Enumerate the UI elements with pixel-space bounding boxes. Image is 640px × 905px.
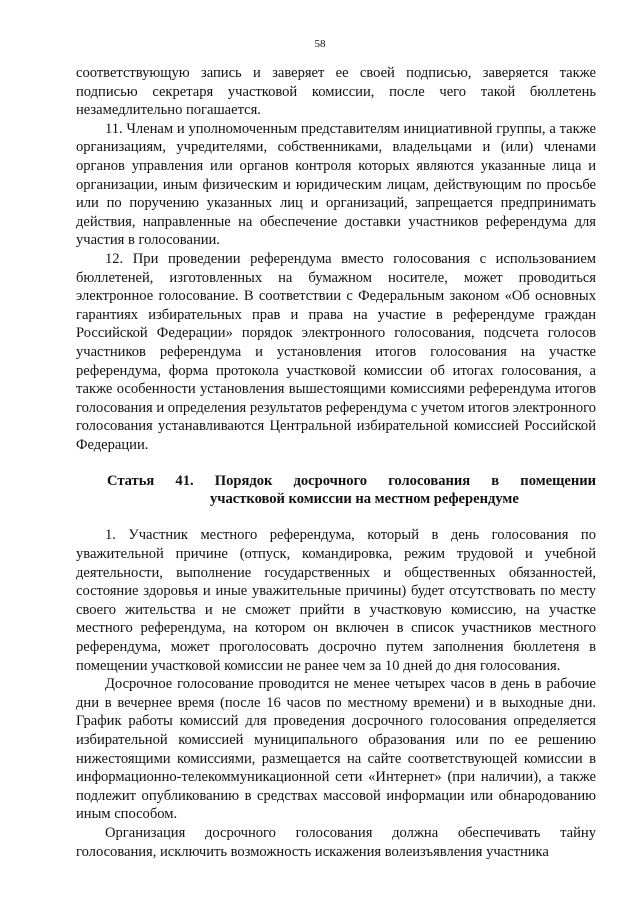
page-number: 58 <box>314 38 326 50</box>
article-heading <box>76 472 596 508</box>
paragraph-item-11: 11. Членам и уполномоченным представителям инициативной группы, а также организациям, учредителями, собственниками, владельцами и (или) членами органов управления или органов контроля которых являются указанные лица и организации, иным физическим и юридическим лицам, действующим по просьбе или по поручению указанных лиц и организаций, запрещается предпринимать действия, направленные на обеспечение доставки участников референдума для участия в голосовании. <box>76 120 596 249</box>
paragraph-early-voting-hours: Досрочное голосование проводится не менее четырех часов в день в рабочие дни в вечернее время (после 16 часов по местному времени) и в выходные дни. График работы комиссий для проведения досрочного голосования определяется избирательной комиссией муниципального образования или по ее решению нижестоящими комиссиями, размещается на сайте соответствующей комиссии в информационно-телекоммуникационной сети «Интернет» (при наличии), а также подлежит опубликованию в средствах массовой информации или обнародованию иным способом. <box>76 676 596 823</box>
paragraph-early-voting-organization: Организация досрочного голосования должна обеспечивать тайну голосования, исключить возможность искажения волеизъявления участника <box>76 824 596 860</box>
article-heading-line2: участковой комиссии на местном референдуме <box>210 491 519 508</box>
article-heading-line1: Статья 41. Порядок досрочного голосования в помещении <box>107 473 596 490</box>
paragraph-item-1: 1. Участник местного референдума, который в день голосования по уважительной причине (отпуск, командировка, режим трудовой и учебной деятельности, выполнение государственных и общественных обязанностей, состояние здоровья и иные уважительные причины) будет отсутствовать по месту своего жительства и не сможет прийти в участковую комиссию, на участке местного референдума, на котором он включен в список участников местного референдума, может проголосовать досрочно путем заполнения бюллетеня в помещении участковой комиссии не ранее чем за 10 дней до дня голосования. <box>76 527 596 674</box>
paragraph-continuation: соответствующую запись и заверяет ее своей подписью, заверяется также подписью секретаря участковой комиссии, после чего такой бюллетень незамедлительно погашается. <box>76 65 596 119</box>
document-body <box>76 64 596 861</box>
paragraph-item-12: 12. При проведении референдума вместо голосования с использованием бюллетеней, изготовленных на бумажном носителе, может проводиться электронное голосование. В соответствии с Федеральным законом «Об основных гарантиях избирательных прав и права на участие в референдуме граждан Российской Федерации» порядок электронного голосования, подсчета голосов участников референдума и установления итогов голосования на участке референдума, форма протокола участковой комиссии об итогах голосования, а также особенности установления вышестоящими комиссиями референдума итогов голосования и определения результатов референдума с учетом итогов электронного голосования устанавливаются Центральной избирательной комиссией Российской Федерации. <box>76 250 596 453</box>
